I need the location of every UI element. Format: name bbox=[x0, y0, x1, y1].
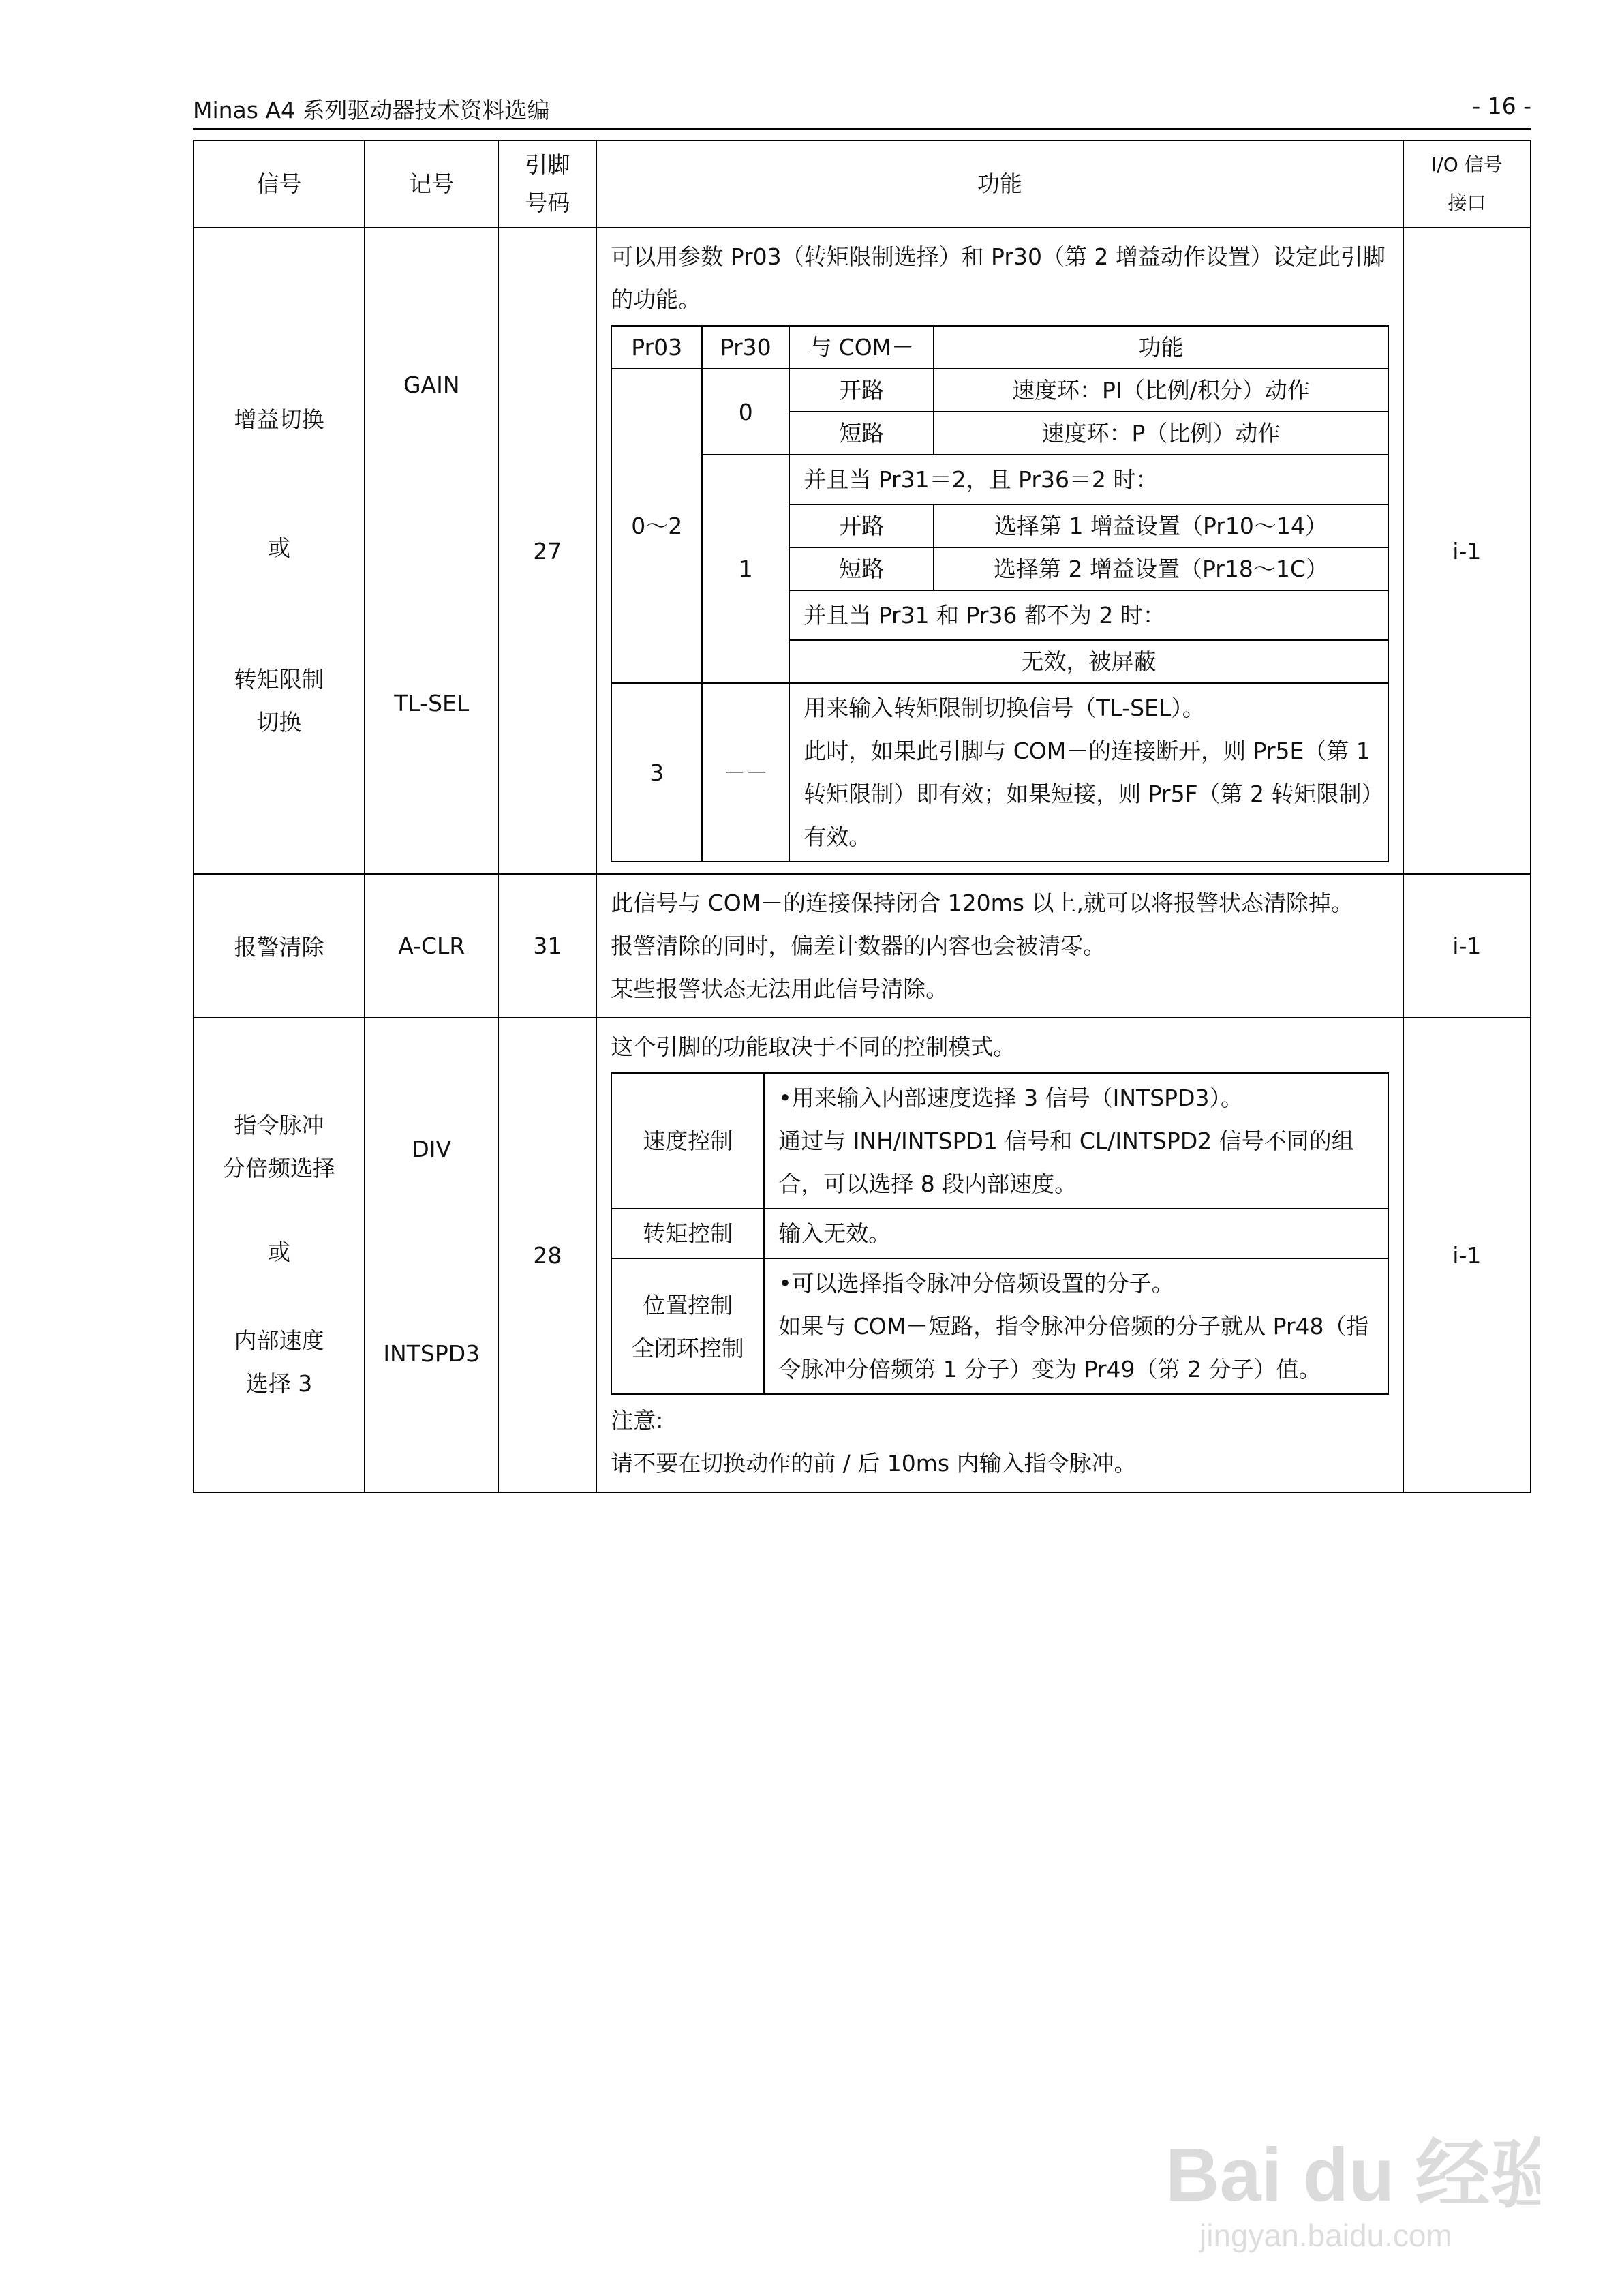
symbol-cell: GAIN TL-SEL bbox=[365, 228, 498, 874]
function-cell: 此信号与 COM－的连接保持闭合 120ms 以上,就可以将报警状态清除掉。 报警清除的同时，偏差计数器的内容也会被清零。 某些报警状态无法用此信号清除。 bbox=[596, 874, 1403, 1018]
pin-cell: 31 bbox=[498, 874, 596, 1018]
function-cell: 这个引脚的功能取决于不同的控制模式。 速度控制 •用来输入内部速度选择 3 信号（INTSPD3）。 通过与 INH/INTSPD1 信号和 CL/INTSPD2 信号不同的组合，可以选择 8 段内部速度。 转矩控制 输入无效。 位置控制 全闭环控制 •可以选择指令脉冲分倍频设置的分子。 如果与 COM－短路，指令脉冲分倍频的分子就从 Pr48（指令脉冲分倍频第 1 分子）变为 Pr49（第 2 分子）值。 注意: 请不要在切换动作的前 / 后 10ms 内输入指令脉冲。 bbox=[596, 1018, 1403, 1492]
svg-text:jingyan.baidu.com: jingyan.baidu.com bbox=[1199, 2218, 1452, 2253]
col-io: I/O 信号 接口 bbox=[1403, 140, 1531, 228]
col-function: 功能 bbox=[596, 140, 1403, 228]
header-rule bbox=[193, 128, 1531, 130]
gain-subtable: Pr03 Pr30 与 COM－ 功能 0～2 0 开路 速度环：PI（比例/积分）动作 短路 速度环：P（比例）动作 1 并且当 Pr31＝2，且 Pr36＝2 时： 开路 选择第 1 增益设置（Pr10～14） 短路 选择第 2 增益设置（Pr18～1C） 并且当 Pr31 和 Pr36 都不为 2 时： 无效，被屏蔽 3 －－ 用来输入转矩限制切换信号（TL-SEL）。 此时，如果此引脚与 COM－的连接断开，则 Pr5E（第 1 转矩限制）即有效；如果短接，则 Pr5F（第 2 转矩限制）有效。 bbox=[611, 325, 1388, 862]
baidu-watermark bbox=[1159, 2120, 1540, 2256]
document-title: Minas A4 系列驱动器技术资料选编 bbox=[193, 97, 550, 123]
io-cell: i-1 bbox=[1403, 228, 1531, 874]
page-number: - 16 - bbox=[1472, 93, 1531, 119]
signal-cell: 指令脉冲 分倍频选择 或 内部速度 选择 3 bbox=[194, 1018, 365, 1492]
baidu-paw-logo bbox=[1159, 2120, 1540, 2256]
function-cell: 可以用参数 Pr03（转矩限制选择）和 Pr30（第 2 增益动作设置）设定此引脚的功能。 Pr03 Pr30 与 COM－ 功能 0～2 0 开路 速度环：PI（比例/积分）动作 短路 速度环：P（比例）动作 1 并且当 Pr31＝2，且 Pr36＝2 时： 开路 选择第 1 增益设置（Pr10～14） 短路 选择第 2 增益设置（Pr18～1C） 并且当 Pr31 和 Pr36 都不为 2 时： 无效，被屏蔽 3 －－ 用来输入转矩限制切换信号（TL-SEL）。 此时，如果此引脚与 COM－的连接断开，则 Pr5E（第 1 转矩限制）即有效；如果短接，则 Pr5F（第 2 转矩限制）有效。 bbox=[596, 228, 1403, 874]
pin-cell: 28 bbox=[498, 1018, 596, 1492]
signal-cell: 报警清除 bbox=[194, 874, 365, 1018]
table-header-row bbox=[194, 140, 1531, 228]
col-signal: 信号 bbox=[194, 140, 365, 228]
col-pin: 引脚 号码 bbox=[498, 140, 596, 228]
svg-text:Bai du 经验: Bai du 经验 bbox=[1165, 2133, 1540, 2217]
signal-cell: 增益切换 或 转矩限制 切换 bbox=[194, 228, 365, 874]
io-cell: i-1 bbox=[1403, 874, 1531, 1018]
col-symbol: 记号 bbox=[365, 140, 498, 228]
signal-table bbox=[193, 140, 1531, 1493]
table-row-gain bbox=[194, 228, 1531, 874]
page-header bbox=[193, 93, 1531, 128]
symbol-cell: A-CLR bbox=[365, 874, 498, 1018]
symbol-cell: DIV INTSPD3 bbox=[365, 1018, 498, 1492]
table-row-div bbox=[194, 1018, 1531, 1492]
pin-cell: 27 bbox=[498, 228, 596, 874]
io-cell: i-1 bbox=[1403, 1018, 1531, 1492]
mode-subtable: 速度控制 •用来输入内部速度选择 3 信号（INTSPD3）。 通过与 INH/INTSPD1 信号和 CL/INTSPD2 信号不同的组合，可以选择 8 段内部速度。 转矩控制 输入无效。 位置控制 全闭环控制 •可以选择指令脉冲分倍频设置的分子。 如果与 COM－短路，指令脉冲分倍频的分子就从 Pr48（指令脉冲分倍频第 1 分子）变为 Pr49（第 2 分子）值。 bbox=[611, 1072, 1388, 1395]
table-row-aclr bbox=[194, 874, 1531, 1018]
